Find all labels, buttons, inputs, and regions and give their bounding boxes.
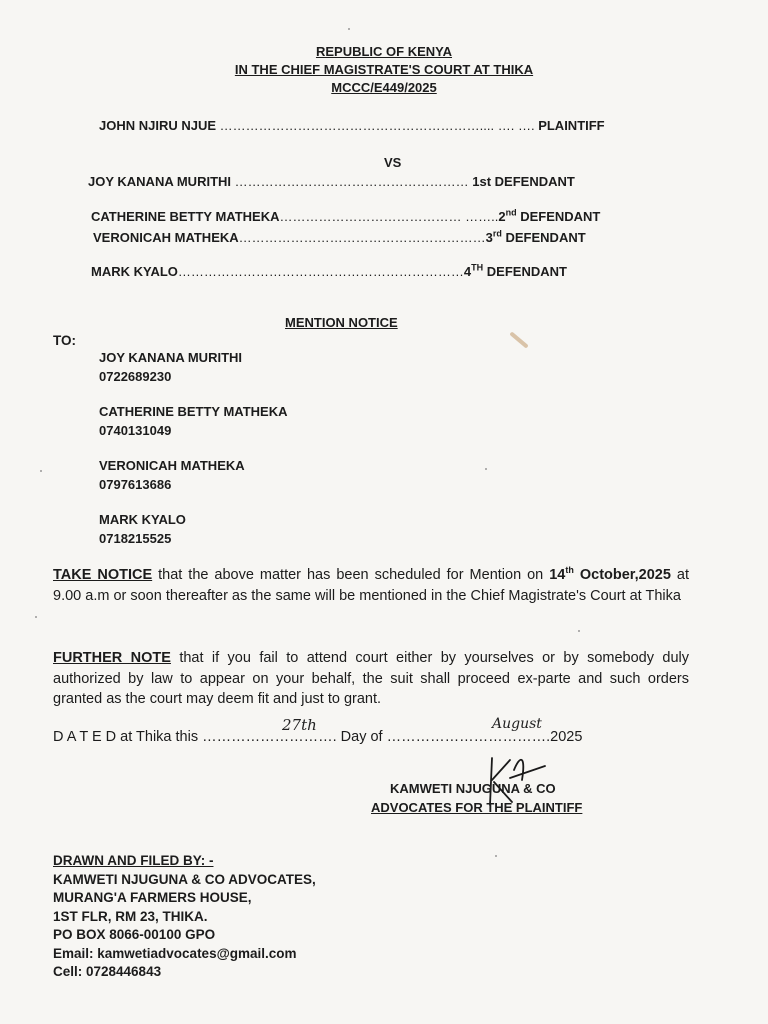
- header-country: REPUBLIC OF KENYA: [315, 44, 453, 59]
- further-note-paragraph: [53, 648, 689, 710]
- defendant-3-name: VERONICAH MATHEKA: [93, 230, 239, 245]
- plaintiff-role: PLAINTIFF: [538, 118, 605, 133]
- recipient-4-phone: 0718215525: [99, 531, 172, 546]
- defendant-2-role: DEFENDANT: [516, 209, 601, 224]
- defendant-3-ordinal-suffix: rd: [492, 228, 502, 239]
- recipient-2-name: CATHERINE BETTY MATHEKA: [99, 404, 288, 419]
- further-note-heading: FURTHER NOTE: [53, 650, 171, 666]
- scan-speck: [578, 630, 580, 632]
- defendant-2-ordinal: 2: [498, 209, 506, 224]
- drawn-filed-cell: Cell: 0728446843: [53, 964, 162, 979]
- defendant-4-name: MARK KYALO: [91, 264, 178, 279]
- mention-date-month-year: October,2025: [573, 567, 671, 583]
- take-notice-text-2: at 9.00 a.m or soon thereafter as the same will be mentioned in the Chief Magistrate's Court at Thika: [53, 567, 690, 604]
- recipient-4-name: MARK KYALO: [99, 512, 186, 527]
- drawn-filed-line: MURANG'A FARMERS HOUSE,: [53, 890, 252, 905]
- versus-label: VS: [384, 155, 402, 170]
- handwritten-month: August: [492, 716, 542, 732]
- take-notice-heading: TAKE NOTICE: [53, 567, 153, 583]
- dated-day-dots: ……………………….: [202, 729, 337, 745]
- defendant-2-dots: …………………………………… ……..: [279, 209, 499, 224]
- notice-title: MENTION NOTICE: [285, 315, 398, 330]
- plaintiff-name: JOHN NJIRU NJUE: [99, 118, 217, 133]
- recipient-3-phone: 0797613686: [99, 477, 172, 492]
- defendant-1-dots: ………………………………………………: [234, 174, 469, 189]
- recipient-1-name: JOY KANANA MURITHI: [99, 350, 243, 365]
- header-case-number: MCCC/E449/2025: [331, 80, 437, 95]
- recipient-3-name: VERONICAH MATHEKA: [99, 458, 245, 473]
- scan-speck: [40, 470, 42, 472]
- defendant-1-name: JOY KANANA MURITHI: [88, 174, 232, 189]
- defendant-2-name: CATHERINE BETTY MATHEKA: [91, 209, 280, 224]
- defendant-2-ordinal-suffix: nd: [505, 207, 517, 218]
- dated-prefix: D A T E D at Thika this: [53, 729, 203, 745]
- handwritten-day: 27th: [282, 716, 317, 734]
- scan-speck: [35, 616, 37, 618]
- further-note-text: that if you fail to attend court either by yourselves or by somebody duly authorized by law to appear on your behalf, the suit shall proceed ex-parte and such orders granted as the court may deem fit and just to grant.: [53, 650, 689, 707]
- take-notice-paragraph: [53, 565, 689, 606]
- signatory-role: ADVOCATES FOR THE PLAINTIFF: [371, 800, 583, 815]
- scan-smudge: [509, 331, 528, 348]
- drawn-filed-email: Email: kamwetiadvocates@gmail.com: [53, 945, 297, 961]
- to-label: TO:: [53, 333, 76, 348]
- drawn-filed-line: PO BOX 8066-00100 GPO: [53, 927, 216, 942]
- defendant-1-role: 1st DEFENDANT: [472, 174, 575, 189]
- defendant-2-line: [91, 209, 600, 224]
- drawn-filed-heading: DRAWN AND FILED BY: -: [53, 853, 214, 868]
- mention-date-day: 14: [549, 567, 566, 583]
- defendant-3-ordinal: 3: [485, 230, 493, 245]
- defendant-1-line: [88, 174, 575, 189]
- dated-day-label: Day of: [336, 729, 387, 745]
- defendant-4-line: [91, 264, 567, 279]
- signatory-firm: KAMWETI NJUGUNA & CO: [390, 781, 556, 796]
- drawn-filed-block: [53, 852, 316, 982]
- defendant-4-ordinal-suffix: TH: [471, 262, 484, 273]
- defendant-4-role: DEFENDANT: [483, 264, 567, 279]
- plaintiff-dots: …………………………………………………….... …. ….: [219, 118, 535, 133]
- defendant-4-ordinal: 4: [463, 264, 472, 279]
- scan-speck: [495, 855, 497, 857]
- dated-year: 2025: [550, 729, 583, 745]
- plaintiff-line: [99, 118, 605, 133]
- defendant-3-role: DEFENDANT: [501, 230, 586, 245]
- drawn-filed-line: KAMWETI NJUGUNA & CO ADVOCATES,: [53, 871, 316, 887]
- defendant-3-dots: …………………………………………………: [238, 230, 486, 245]
- header-court: IN THE CHIEF MAGISTRATE'S COURT AT THIKA: [234, 62, 534, 77]
- take-notice-text-1: that the above matter has been scheduled for Mention on: [152, 567, 550, 583]
- defendant-3-line: [93, 230, 586, 245]
- scan-speck: [348, 28, 350, 30]
- defendant-4-dots: …………………………………………………………: [177, 264, 464, 279]
- recipient-2-phone: 0740131049: [99, 423, 172, 438]
- drawn-filed-line: 1ST FLR, RM 23, THIKA.: [53, 908, 208, 924]
- dated-month-dots: …………………………….: [386, 729, 551, 745]
- recipient-1-phone: 0722689230: [99, 369, 172, 384]
- scan-speck: [485, 468, 487, 470]
- mention-date-suffix: th: [565, 565, 574, 576]
